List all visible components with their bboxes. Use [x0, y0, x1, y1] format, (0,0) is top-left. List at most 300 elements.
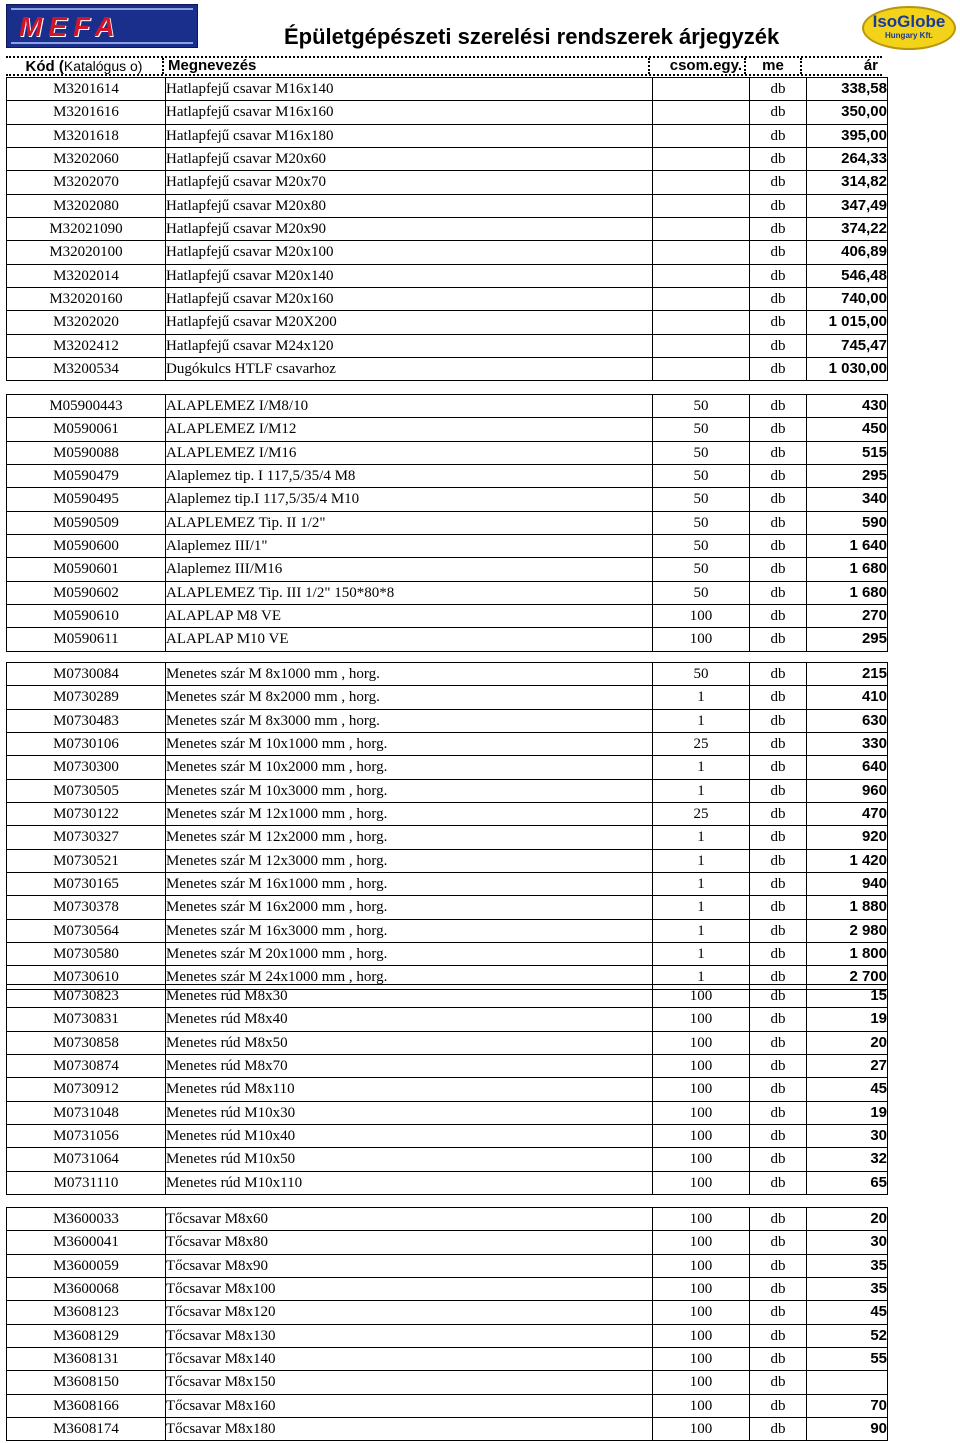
column-header-pack: csom.egy. [650, 58, 746, 74]
unit-cell: db [750, 1055, 807, 1078]
table-row [7, 465, 888, 488]
product-name-cell: Menetes szár M 12x3000 mm , horg. [166, 849, 653, 872]
product-name-cell: Hatlapfejű csavar M20x80 [166, 194, 653, 217]
column-header-price: ár [863, 57, 878, 74]
table-row [7, 1301, 888, 1324]
price-cell: 20 [807, 1208, 888, 1231]
product-name-cell: Menetes szár M 16x3000 mm , horg. [166, 919, 653, 942]
price-cell: 45 [807, 1078, 888, 1101]
unit-cell: db [750, 896, 807, 919]
table-row [7, 488, 888, 511]
product-code-cell: M05900443 [7, 395, 166, 418]
table-row [7, 581, 888, 604]
product-name-cell: Menetes szár M 12x1000 mm , horg. [166, 803, 653, 826]
table-row [7, 558, 888, 581]
product-name-cell: ALAPLAP M10 VE [166, 628, 653, 651]
page-title: Épületgépészeti szerelési rendszerek árjegyzék [284, 24, 780, 49]
price-cell: 20 [807, 1031, 888, 1054]
product-name-cell: Tőcsavar M8x160 [166, 1394, 653, 1417]
unit-cell: db [750, 171, 807, 194]
price-cell: 920 [807, 826, 888, 849]
unit-cell: db [750, 605, 807, 628]
unit-cell: db [750, 418, 807, 441]
mefa-logo [6, 4, 198, 48]
product-code-cell: M3608166 [7, 1394, 166, 1417]
price-cell: 70 [807, 1394, 888, 1417]
unit-cell: db [750, 985, 807, 1008]
product-name-cell: Menetes szár M 16x1000 mm , horg. [166, 873, 653, 896]
unit-cell: db [750, 148, 807, 171]
price-cell: 30 [807, 1231, 888, 1254]
unit-cell: db [750, 686, 807, 709]
pack-size-cell: 1 [653, 896, 750, 919]
pack-size-cell: 50 [653, 465, 750, 488]
table-row [7, 1148, 888, 1171]
table-row [7, 826, 888, 849]
table-row [7, 686, 888, 709]
unit-cell: db [750, 334, 807, 357]
unit-cell: db [750, 779, 807, 802]
product-name-cell: Tőcsavar M8x180 [166, 1418, 653, 1441]
unit-cell: db [750, 441, 807, 464]
unit-cell: db [750, 1171, 807, 1194]
price-cell: 940 [807, 873, 888, 896]
pack-size-cell: 25 [653, 733, 750, 756]
pack-size-cell: 100 [653, 605, 750, 628]
pack-size-cell: 1 [653, 756, 750, 779]
product-code-cell: M3608150 [7, 1371, 166, 1394]
product-code-cell: M0730084 [7, 663, 166, 686]
product-code-cell: M0730858 [7, 1031, 166, 1054]
product-code-cell: M0731064 [7, 1148, 166, 1171]
price-cell: 1 015,00 [807, 311, 888, 334]
product-code-cell: M0590610 [7, 605, 166, 628]
pack-size-cell: 100 [653, 628, 750, 651]
table-row [7, 919, 888, 942]
product-name-cell: Menetes rúd M8x40 [166, 1008, 653, 1031]
pack-size-cell [653, 78, 750, 101]
table-row [7, 218, 888, 241]
pack-size-cell: 50 [653, 511, 750, 534]
table-row [7, 395, 888, 418]
product-name-cell: Menetes rúd M8x50 [166, 1031, 653, 1054]
pack-size-cell: 100 [653, 1394, 750, 1417]
price-group-table [6, 662, 888, 990]
price-cell: 1 800 [807, 943, 888, 966]
pack-size-cell [653, 218, 750, 241]
product-code-cell: M0730580 [7, 943, 166, 966]
product-code-cell: M0731056 [7, 1125, 166, 1148]
product-name-cell: Hatlapfejű csavar M20X200 [166, 311, 653, 334]
table-row [7, 1031, 888, 1054]
pack-size-cell: 1 [653, 919, 750, 942]
product-code-cell: M0730505 [7, 779, 166, 802]
table-row [7, 1171, 888, 1194]
product-name-cell: ALAPLEMEZ I/M16 [166, 441, 653, 464]
pack-size-cell: 100 [653, 1148, 750, 1171]
unit-cell: db [750, 194, 807, 217]
price-cell: 410 [807, 686, 888, 709]
pack-size-cell [653, 264, 750, 287]
product-name-cell: Tőcsavar M8x100 [166, 1278, 653, 1301]
column-header-row [6, 56, 882, 76]
table-row [7, 1101, 888, 1124]
price-cell: 30 [807, 1125, 888, 1148]
product-name-cell: Tőcsavar M8x150 [166, 1371, 653, 1394]
price-cell: 1 030,00 [807, 358, 888, 381]
pack-size-cell: 100 [653, 1008, 750, 1031]
pack-size-cell: 100 [653, 1418, 750, 1441]
table-row [7, 511, 888, 534]
product-code-cell: M0730289 [7, 686, 166, 709]
unit-cell: db [750, 1008, 807, 1031]
unit-cell: db [750, 966, 807, 989]
price-cell: 745,47 [807, 334, 888, 357]
pack-size-cell: 1 [653, 709, 750, 732]
unit-cell: db [750, 709, 807, 732]
unit-cell: db [750, 1348, 807, 1371]
product-code-cell: M3600033 [7, 1208, 166, 1231]
table-row [7, 1125, 888, 1148]
product-name-cell: Hatlapfejű csavar M20x160 [166, 288, 653, 311]
price-cell: 960 [807, 779, 888, 802]
table-row [7, 441, 888, 464]
product-code-cell: M3608174 [7, 1418, 166, 1441]
pack-size-cell: 100 [653, 1231, 750, 1254]
table-row [7, 101, 888, 124]
product-code-cell: M3202060 [7, 148, 166, 171]
table-row [7, 733, 888, 756]
table-row [7, 605, 888, 628]
unit-cell: db [750, 803, 807, 826]
price-cell: 52 [807, 1324, 888, 1347]
product-name-cell: Menetes rúd M10x40 [166, 1125, 653, 1148]
price-cell: 1 680 [807, 558, 888, 581]
price-cell: 2 700 [807, 966, 888, 989]
pack-size-cell: 100 [653, 1031, 750, 1054]
column-header-code-sublabel: Katalógus o) [63, 58, 143, 74]
pack-size-cell: 100 [653, 1055, 750, 1078]
product-name-cell: Menetes szár M 8x3000 mm , horg. [166, 709, 653, 732]
unit-cell: db [750, 1208, 807, 1231]
pack-size-cell [653, 124, 750, 147]
unit-cell: db [750, 558, 807, 581]
product-code-cell: M0590495 [7, 488, 166, 511]
pack-size-cell: 50 [653, 663, 750, 686]
product-name-cell: Menetes rúd M8x70 [166, 1055, 653, 1078]
pack-size-cell [653, 194, 750, 217]
isoglobe-logo-text: IsoGlobe [872, 12, 946, 31]
pack-size-cell: 1 [653, 873, 750, 896]
product-code-cell: M0730823 [7, 985, 166, 1008]
product-name-cell: Menetes szár M 12x2000 mm , horg. [166, 826, 653, 849]
price-cell: 35 [807, 1254, 888, 1277]
product-name-cell: Hatlapfejű csavar M16x180 [166, 124, 653, 147]
price-group-table [6, 984, 888, 1195]
price-cell: 2 980 [807, 919, 888, 942]
pack-size-cell [653, 101, 750, 124]
product-code-cell: M0730912 [7, 1078, 166, 1101]
unit-cell: db [750, 511, 807, 534]
unit-cell: db [750, 101, 807, 124]
unit-cell: db [750, 358, 807, 381]
unit-cell: db [750, 1125, 807, 1148]
product-name-cell: Menetes rúd M10x110 [166, 1171, 653, 1194]
product-code-cell: M3600068 [7, 1278, 166, 1301]
price-cell: 630 [807, 709, 888, 732]
product-name-cell: Menetes szár M 10x2000 mm , horg. [166, 756, 653, 779]
pack-size-cell [653, 171, 750, 194]
table-row [7, 663, 888, 686]
unit-cell: db [750, 1324, 807, 1347]
price-group-table [6, 77, 888, 381]
table-row [7, 943, 888, 966]
price-cell: 350,00 [807, 101, 888, 124]
pack-size-cell: 1 [653, 849, 750, 872]
product-code-cell: M0730327 [7, 826, 166, 849]
product-code-cell: M0730610 [7, 966, 166, 989]
price-cell: 19 [807, 1008, 888, 1031]
product-name-cell: Menetes szár M 20x1000 mm , horg. [166, 943, 653, 966]
unit-cell: db [750, 1148, 807, 1171]
pack-size-cell: 100 [653, 1254, 750, 1277]
table-row [7, 628, 888, 651]
price-cell: 740,00 [807, 288, 888, 311]
price-cell: 340 [807, 488, 888, 511]
price-cell: 515 [807, 441, 888, 464]
product-name-cell: Tőcsavar M8x130 [166, 1324, 653, 1347]
table-row [7, 1348, 888, 1371]
unit-cell: db [750, 288, 807, 311]
unit-cell: db [750, 756, 807, 779]
product-name-cell: Tőcsavar M8x60 [166, 1208, 653, 1231]
price-cell: 1 680 [807, 581, 888, 604]
price-cell: 1 880 [807, 896, 888, 919]
pack-size-cell: 50 [653, 488, 750, 511]
pack-size-cell: 100 [653, 1208, 750, 1231]
unit-cell: db [750, 264, 807, 287]
pack-size-cell: 25 [653, 803, 750, 826]
product-code-cell: M32021090 [7, 218, 166, 241]
unit-cell: db [750, 628, 807, 651]
column-header-code-label: Kód ( [25, 58, 64, 75]
table-row [7, 171, 888, 194]
table-row [7, 78, 888, 101]
product-name-cell: Tőcsavar M8x120 [166, 1301, 653, 1324]
product-name-cell: Menetes szár M 24x1000 mm , horg. [166, 966, 653, 989]
price-cell: 1 640 [807, 535, 888, 558]
pack-size-cell: 100 [653, 1371, 750, 1394]
product-code-cell: M0590602 [7, 581, 166, 604]
unit-cell: db [750, 1231, 807, 1254]
pack-size-cell: 50 [653, 581, 750, 604]
product-name-cell: Menetes rúd M8x30 [166, 985, 653, 1008]
price-cell: 450 [807, 418, 888, 441]
pack-size-cell: 50 [653, 535, 750, 558]
table-row [7, 288, 888, 311]
unit-cell: db [750, 465, 807, 488]
product-code-cell: M3600059 [7, 1254, 166, 1277]
product-name-cell: ALAPLAP M8 VE [166, 605, 653, 628]
unit-cell: db [750, 395, 807, 418]
mefa-logo-text: MEFA [19, 11, 121, 42]
unit-cell: db [750, 1371, 807, 1394]
table-row [7, 148, 888, 171]
product-name-cell: Alaplemez III/M16 [166, 558, 653, 581]
pack-size-cell: 100 [653, 1324, 750, 1347]
product-code-cell: M0730564 [7, 919, 166, 942]
table-row [7, 1008, 888, 1031]
product-name-cell: Menetes szár M 10x3000 mm , horg. [166, 779, 653, 802]
unit-cell: db [750, 873, 807, 896]
column-header-unit: me [746, 58, 802, 74]
unit-cell: db [750, 218, 807, 241]
product-code-cell: M0730874 [7, 1055, 166, 1078]
unit-cell: db [750, 663, 807, 686]
product-code-cell: M3200534 [7, 358, 166, 381]
product-name-cell: Hatlapfejű csavar M20x90 [166, 218, 653, 241]
product-code-cell: M3202412 [7, 334, 166, 357]
price-cell: 470 [807, 803, 888, 826]
product-name-cell: ALAPLEMEZ Tip. III 1/2" 150*80*8 [166, 581, 653, 604]
unit-cell: db [750, 488, 807, 511]
product-code-cell: M3600041 [7, 1231, 166, 1254]
price-cell: 15 [807, 985, 888, 1008]
price-cell: 430 [807, 395, 888, 418]
product-name-cell: Hatlapfejű csavar M16x160 [166, 101, 653, 124]
product-code-cell: M32020100 [7, 241, 166, 264]
price-cell: 1 420 [807, 849, 888, 872]
price-cell: 90 [807, 1418, 888, 1441]
table-row [7, 418, 888, 441]
price-group-table [6, 394, 888, 652]
unit-cell: db [750, 919, 807, 942]
pack-size-cell: 100 [653, 1301, 750, 1324]
product-name-cell: Hatlapfejű csavar M20x60 [166, 148, 653, 171]
product-code-cell: M0730122 [7, 803, 166, 826]
price-cell: 295 [807, 628, 888, 651]
price-cell: 590 [807, 511, 888, 534]
product-name-cell: ALAPLEMEZ I/M8/10 [166, 395, 653, 418]
table-row [7, 1418, 888, 1441]
unit-cell: db [750, 826, 807, 849]
pack-size-cell: 100 [653, 985, 750, 1008]
table-row [7, 849, 888, 872]
product-code-cell: M0730521 [7, 849, 166, 872]
product-code-cell: M0590061 [7, 418, 166, 441]
price-cell: 32 [807, 1148, 888, 1171]
pack-size-cell: 100 [653, 1125, 750, 1148]
unit-cell: db [750, 1278, 807, 1301]
price-cell: 640 [807, 756, 888, 779]
price-cell: 264,33 [807, 148, 888, 171]
column-header-code [6, 58, 164, 74]
pack-size-cell [653, 288, 750, 311]
table-row [7, 358, 888, 381]
table-row [7, 1055, 888, 1078]
product-name-cell: Tőcsavar M8x80 [166, 1231, 653, 1254]
price-cell: 546,48 [807, 264, 888, 287]
product-name-cell: Hatlapfejű csavar M20x140 [166, 264, 653, 287]
pack-size-cell: 50 [653, 395, 750, 418]
product-code-cell: M3202080 [7, 194, 166, 217]
unit-cell: db [750, 241, 807, 264]
table-row [7, 1208, 888, 1231]
pack-size-cell: 100 [653, 1171, 750, 1194]
product-code-cell: M0590088 [7, 441, 166, 464]
price-cell: 295 [807, 465, 888, 488]
unit-cell: db [750, 1254, 807, 1277]
product-code-cell: M3201618 [7, 124, 166, 147]
table-row [7, 1371, 888, 1394]
pack-size-cell: 50 [653, 558, 750, 581]
table-row [7, 803, 888, 826]
product-name-cell: Menetes rúd M10x30 [166, 1101, 653, 1124]
unit-cell: db [750, 1301, 807, 1324]
unit-cell: db [750, 1078, 807, 1101]
pack-size-cell [653, 148, 750, 171]
table-row [7, 1394, 888, 1417]
product-code-cell: M3202020 [7, 311, 166, 334]
table-row [7, 124, 888, 147]
table-row [7, 241, 888, 264]
table-row [7, 873, 888, 896]
isoglobe-logo [862, 6, 956, 50]
price-cell: 215 [807, 663, 888, 686]
pack-size-cell: 100 [653, 1078, 750, 1101]
price-cell: 19 [807, 1101, 888, 1124]
product-code-cell: M0730378 [7, 896, 166, 919]
product-name-cell: Menetes szár M 10x1000 mm , horg. [166, 733, 653, 756]
product-code-cell: M3608131 [7, 1348, 166, 1371]
product-code-cell: M0730300 [7, 756, 166, 779]
product-code-cell: M3201614 [7, 78, 166, 101]
product-code-cell: M3608123 [7, 1301, 166, 1324]
product-name-cell: Alaplemez tip.I 117,5/35/4 M10 [166, 488, 653, 511]
table-row [7, 1078, 888, 1101]
unit-cell: db [750, 1101, 807, 1124]
pack-size-cell [653, 311, 750, 334]
unit-cell: db [750, 535, 807, 558]
table-row [7, 756, 888, 779]
pack-size-cell: 100 [653, 1348, 750, 1371]
product-code-cell: M0590601 [7, 558, 166, 581]
price-cell: 55 [807, 1348, 888, 1371]
price-group-table [6, 1207, 888, 1441]
pack-size-cell: 50 [653, 441, 750, 464]
product-name-cell: Hatlapfejű csavar M20x100 [166, 241, 653, 264]
table-row [7, 535, 888, 558]
product-code-cell: M3202070 [7, 171, 166, 194]
product-name-cell: Menetes szár M 8x2000 mm , horg. [166, 686, 653, 709]
product-code-cell: M0730106 [7, 733, 166, 756]
pack-size-cell: 1 [653, 686, 750, 709]
pack-size-cell: 1 [653, 966, 750, 989]
product-name-cell: Tőcsavar M8x90 [166, 1254, 653, 1277]
price-cell: 35 [807, 1278, 888, 1301]
table-row [7, 896, 888, 919]
product-code-cell: M0590509 [7, 511, 166, 534]
pack-size-cell [653, 334, 750, 357]
price-cell: 338,58 [807, 78, 888, 101]
pack-size-cell: 1 [653, 779, 750, 802]
product-name-cell: ALAPLEMEZ I/M12 [166, 418, 653, 441]
pack-size-cell [653, 358, 750, 381]
product-code-cell: M0730831 [7, 1008, 166, 1031]
table-row [7, 1324, 888, 1347]
unit-cell: db [750, 1394, 807, 1417]
table-row [7, 1231, 888, 1254]
